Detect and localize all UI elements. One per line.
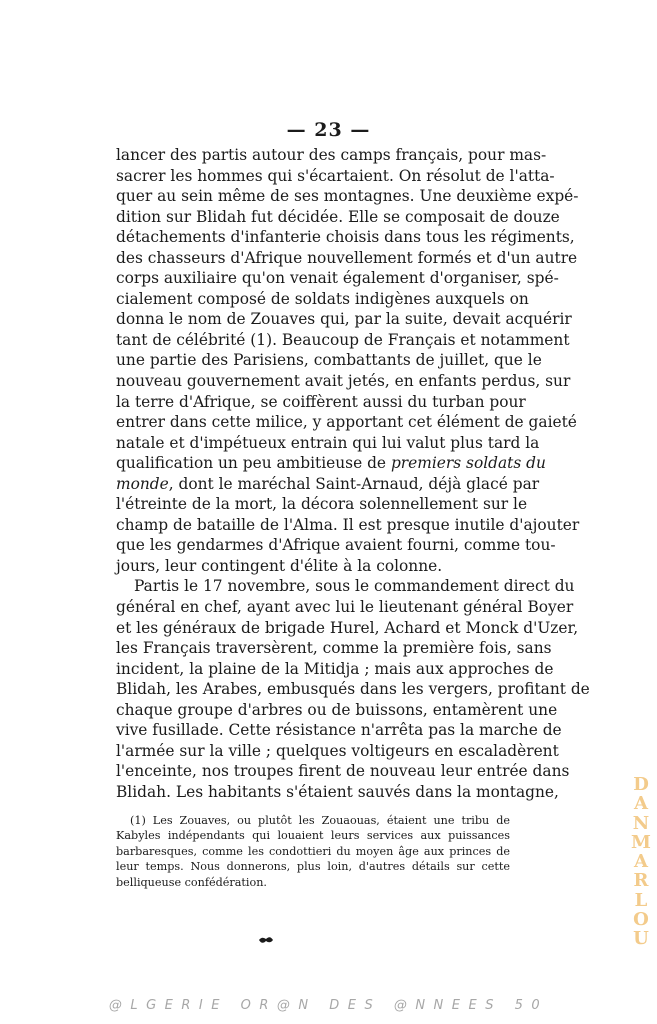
text-segment: qualification un peu ambitieuse de <box>116 454 387 473</box>
text-line: sacrer les hommes qui s'écartaient. On résolut de l'atta- <box>116 166 555 185</box>
text-line: cialement composé de soldats indigènes auxquels on <box>116 289 529 308</box>
text-line <box>116 453 546 474</box>
text-line: champ de bataille de l'Alma. Il est presque inutile d'ajouter <box>116 515 580 534</box>
text-line: que les gendarmes d'Afrique avaient fourni, comme tou- <box>116 536 556 555</box>
text-line: l'enceinte, nos troupes firent de nouveau leur entrée dans <box>116 762 570 781</box>
footnote-line: Kabyles indépendants qui louaient leurs services aux puissances <box>116 829 510 843</box>
watermark-letter: A <box>634 793 648 815</box>
footnote-line: leur temps. Nous donnerons, plus loin, d'autres détails sur cette <box>116 860 510 874</box>
footnote-line: (1) Les Zouaves, ou plutôt les Zouaouas, étaient une tribu de <box>130 814 510 827</box>
text-segment: , dont le maréchal Saint-Arnaud, déjà glacé par <box>168 474 540 493</box>
text-line: entrer dans cette milice, y apportant cet élément de gaieté <box>116 413 577 432</box>
text-line: la terre d'Afrique, se coiffèrent aussi du turban pour <box>116 392 526 411</box>
italic-phrase: premiers soldats du <box>390 454 546 473</box>
footnote-line: barbaresques, comme les condottieri du moyen âge aux princes de <box>116 844 510 858</box>
text-line: jours, leur contingent d'élite à la colonne. <box>116 556 443 575</box>
text-line: corps auxiliaire qu'on venait également d'organiser, spé- <box>116 269 559 288</box>
text-line: lancer des partis autour des camps français, pour mas- <box>116 146 547 164</box>
italic-phrase: monde <box>116 474 169 493</box>
text-line: dition sur Blidah fut décidée. Elle se composait de douze <box>116 207 560 226</box>
watermark-letter: O <box>633 909 649 931</box>
main-text <box>116 145 590 803</box>
text-line: Blidah, les Arabes, embusqués dans les vergers, profitant de <box>116 680 590 699</box>
text-line <box>116 474 540 495</box>
watermark-letter: U <box>633 928 649 950</box>
text-line: tant de célébrité (1). Beaucoup de Français et notamment <box>116 330 570 349</box>
watermark-bottom: @LGERIE OR@N DES @NNEES 50 <box>108 998 549 1013</box>
text-line: donna le nom de Zouaves qui, par la suite, devait acquérir <box>116 310 572 329</box>
text-line: Blidah. Les habitants s'étaient sauvés dans la montagne, <box>116 782 559 801</box>
ornament-icon <box>258 935 274 945</box>
text-line: les Français traversèrent, comme la première fois, sans <box>116 639 552 658</box>
text-line: détachements d'infanterie choisis dans tous les régiments, <box>116 228 575 247</box>
text-line: l'armée sur la ville ; quelques voltigeurs en escaladèrent <box>116 741 559 760</box>
text-line: l'étreinte de la mort, la décora solennellement sur le <box>116 495 528 514</box>
text-line: général en chef, ayant avec lui le lieutenant général Boyer <box>116 598 574 617</box>
text-line: des chasseurs d'Afrique nouvellement formés et d'un autre <box>116 248 578 267</box>
watermark-letter: L <box>634 889 648 911</box>
text-line: une partie des Parisiens, combattants de juillet, que le <box>116 351 542 370</box>
watermark-letter: M <box>631 831 651 853</box>
page-number: — 23 — <box>286 119 371 141</box>
text-line: chaque groupe d'arbres ou de buissons, entamèrent une <box>116 700 558 719</box>
watermark-letter: R <box>633 870 649 892</box>
text-line: natale et d'impétueux entrain qui lui valut plus tard la <box>116 433 540 452</box>
text-line: nouveau gouvernement avait jetés, en enfants perdus, sur <box>116 372 571 391</box>
watermark-letter: A <box>634 851 648 873</box>
text-line: incident, la plaine de la Mitidja ; mais aux approches de <box>116 659 554 678</box>
footnote-line: belliqueuse confédération. <box>116 875 267 889</box>
text-line: vive fusillade. Cette résistance n'arrêta pas la marche de <box>116 721 562 740</box>
text-line: Partis le 17 novembre, sous le commandement direct du <box>134 577 575 596</box>
watermark-letter: N <box>632 812 650 834</box>
text-line: et les généraux de brigade Hurel, Achard et Monck d'Uzer, <box>116 618 579 637</box>
text-line: quer au sein même de ses montagnes. Une deuxième expé- <box>116 187 579 206</box>
footnote <box>116 813 510 890</box>
watermark-letter: D <box>633 774 649 795</box>
watermark-vertical <box>631 775 651 949</box>
